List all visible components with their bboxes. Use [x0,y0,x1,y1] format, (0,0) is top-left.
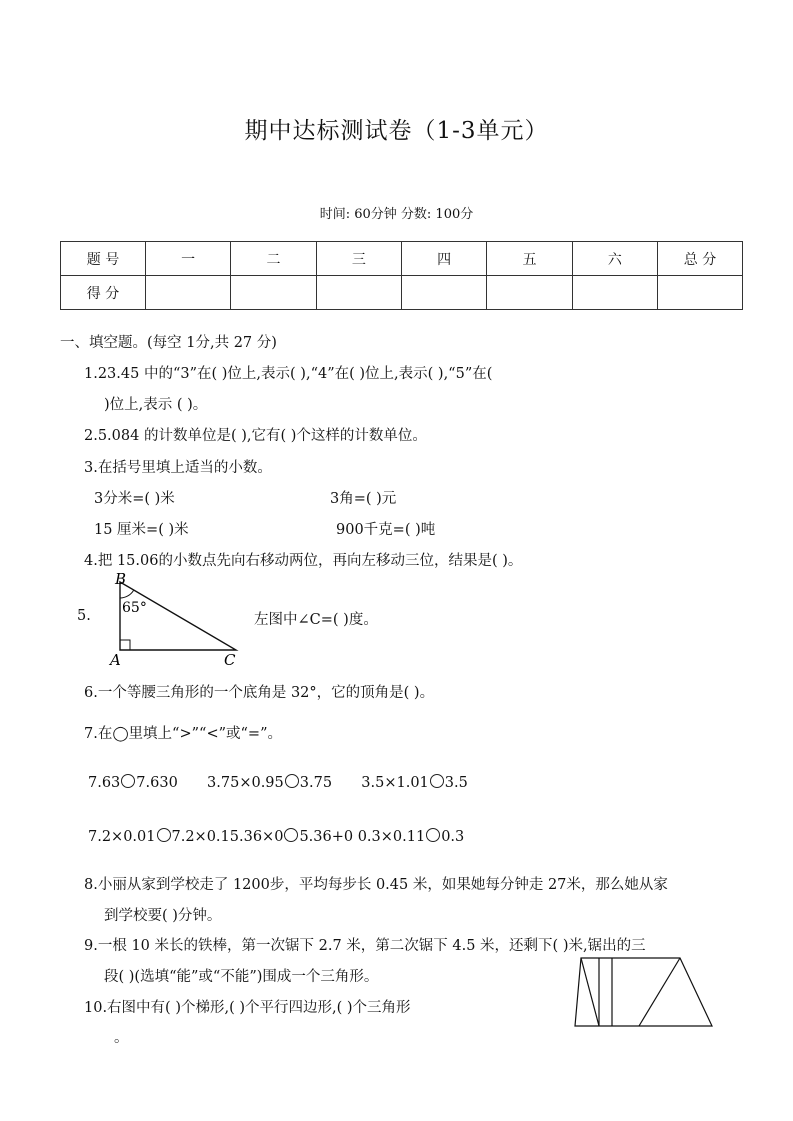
question-5-number: 5. [77,608,91,624]
section-heading: 一、填空题。(每空 1分,共 27 分) [60,335,277,351]
compare-circle[interactable] [285,774,299,788]
compare-circle[interactable] [157,828,171,842]
question-1-line-2: )位上,表示 ( )。 [104,397,208,413]
compare-right: 7.2×0.15.36×0 [171,829,284,845]
compare-left: 3.5×1.01 [361,775,429,791]
score-header-cell: 五 [487,242,572,276]
question-1-line-1: 1.23.45 中的“3”在( )位上,表示( ),“4”在( )位上,表示( ),“5”在( [84,366,493,382]
score-row-label: 得 分 [61,276,146,310]
compare-left: 7.63 [88,775,121,791]
compare-circle[interactable] [121,774,135,788]
score-header-cell: 题 号 [61,242,146,276]
question-3c: 15 厘米=( )米 [94,522,189,538]
score-cell[interactable] [572,276,657,310]
question-8-line-1: 8.小丽从家到学校走了 1200步，平均每步长 0.45 米，如果她每分钟走 27米，那么她从家 [84,877,668,893]
question-7-row-1 [88,774,468,791]
score-header-cell: 二 [231,242,316,276]
question-3d: 900千克=( )吨 [336,522,436,538]
question-6: 6.一个等腰三角形的一个底角是 32°，它的顶角是( )。 [84,685,435,701]
question-5-text: 左图中∠C=( )度。 [254,612,378,628]
score-cell[interactable] [401,276,486,310]
compare-circle[interactable] [426,828,440,842]
score-cell[interactable] [231,276,316,310]
score-cell[interactable] [146,276,231,310]
score-header-cell: 总 分 [658,242,743,276]
compare-left: 7.2×0.01 [88,829,156,845]
angle-label: 65° [122,600,147,616]
right-triangle-figure [108,568,248,670]
score-header-cell: 三 [316,242,401,276]
compare-circle[interactable] [430,774,444,788]
score-header-cell: 一 [146,242,231,276]
score-table-header-row [61,242,743,276]
score-cell[interactable] [658,276,743,310]
compare-right: 3.5 [444,775,468,791]
question-3b: 3角=( )元 [330,491,397,507]
compare-right: 0.3 [441,829,465,845]
compare-left: 3.75×0.95 [207,775,284,791]
question-3a: 3分米=( )米 [94,491,175,507]
question-8-line-2: 到学校要( )分钟。 [104,908,222,924]
score-cell[interactable] [487,276,572,310]
compare-circle[interactable] [284,828,298,842]
page-title: 期中达标测试卷（1-3单元） [244,118,549,144]
vertex-a-label: A [110,651,121,669]
question-10-line-1: 10.右图中有( )个梯形,( )个平行四边形,( )个三角形 [84,1000,411,1016]
shapes-figure [572,955,716,1029]
question-3: 3.在括号里填上适当的小数。 [84,460,272,476]
score-cell[interactable] [316,276,401,310]
question-7-row-2 [88,828,464,845]
compare-right: 7.630 [136,775,178,791]
score-table [60,241,743,310]
question-9-line-2: 段( )(选填“能”或“不能”)围成一个三角形。 [104,969,379,985]
score-table-score-row [61,276,743,310]
exam-info: 时间: 60分钟 分数: 100分 [319,207,474,222]
vertex-c-label: C [224,651,236,669]
question-2: 2.5.084 的计数单位是( ),它有( )个这样的计数单位。 [84,428,427,444]
question-7: 7.在◯里填上“>”“<”或“=”。 [84,726,282,742]
score-header-cell: 六 [572,242,657,276]
question-4: 4.把 15.06的小数点先向右移动两位，再向左移动三位，结果是( )。 [84,553,523,569]
vertex-b-label: B [115,570,127,588]
compare-right: 3.75 [299,775,333,791]
score-header-cell: 四 [401,242,486,276]
question-9-line-1: 9.一根 10 米长的铁棒，第一次锯下 2.7 米，第二次锯下 4.5 米，还剩下( )米,锯出的三 [84,938,646,954]
compare-right: 5.36+0 0.3×0.11 [299,829,426,845]
question-10-line-2: 。 [114,1030,129,1046]
